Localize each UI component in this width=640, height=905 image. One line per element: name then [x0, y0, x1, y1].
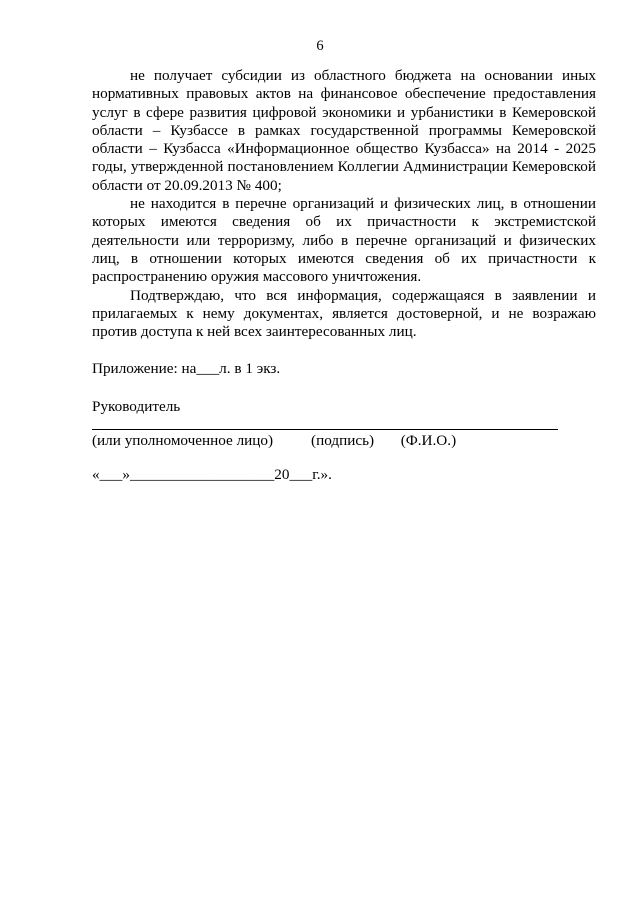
- signature-captions: [92, 432, 456, 450]
- appendix-line: Приложение: на___л. в 1 экз.: [92, 360, 281, 377]
- caption-signature: (подпись): [311, 432, 375, 449]
- paragraph-confirmation: Подтверждаю, что вся информация, содержащаяся в заявлении и прилагаемых к нему документах, является достоверной, и не возражаю против доступа к ней всех заинтересованных лиц.: [92, 286, 596, 341]
- paragraph-extremism-list: не находится в перечне организаций и физических лиц, в отношении которых имеются сведения об их причастности к экстремистской деятельности или терроризму, либо в перечне организаций и физических лиц, в отношении которых имеются сведения об их причастности к распространению оружия массового уничтожения.: [92, 195, 596, 286]
- signature-line: [92, 429, 558, 430]
- caption-person: (или уполномоченное лицо): [92, 432, 274, 449]
- date-line: «___»___________________20___г.».: [92, 466, 332, 483]
- caption-name: (Ф.И.О.): [400, 432, 457, 449]
- paragraph-subsidies: не получает субсидии из областного бюджета на основании иных нормативных правовых актов на финансовое обеспечение предоставления услуг в сфере развития цифровой экономики и урбанистики в Кемеровской области – Кузбассе в рамках государственной программы Кемеровской области – Кузбасса «Информационное общество Кузбасса» на 2014 - 2025 годы, утвержденной постановлением Коллегии Администрации Кемеровской области от 20.09.2013 № 400;: [92, 67, 596, 194]
- head-label: Руководитель: [92, 398, 181, 415]
- document-body: [92, 67, 596, 341]
- page-number: 6: [316, 38, 324, 54]
